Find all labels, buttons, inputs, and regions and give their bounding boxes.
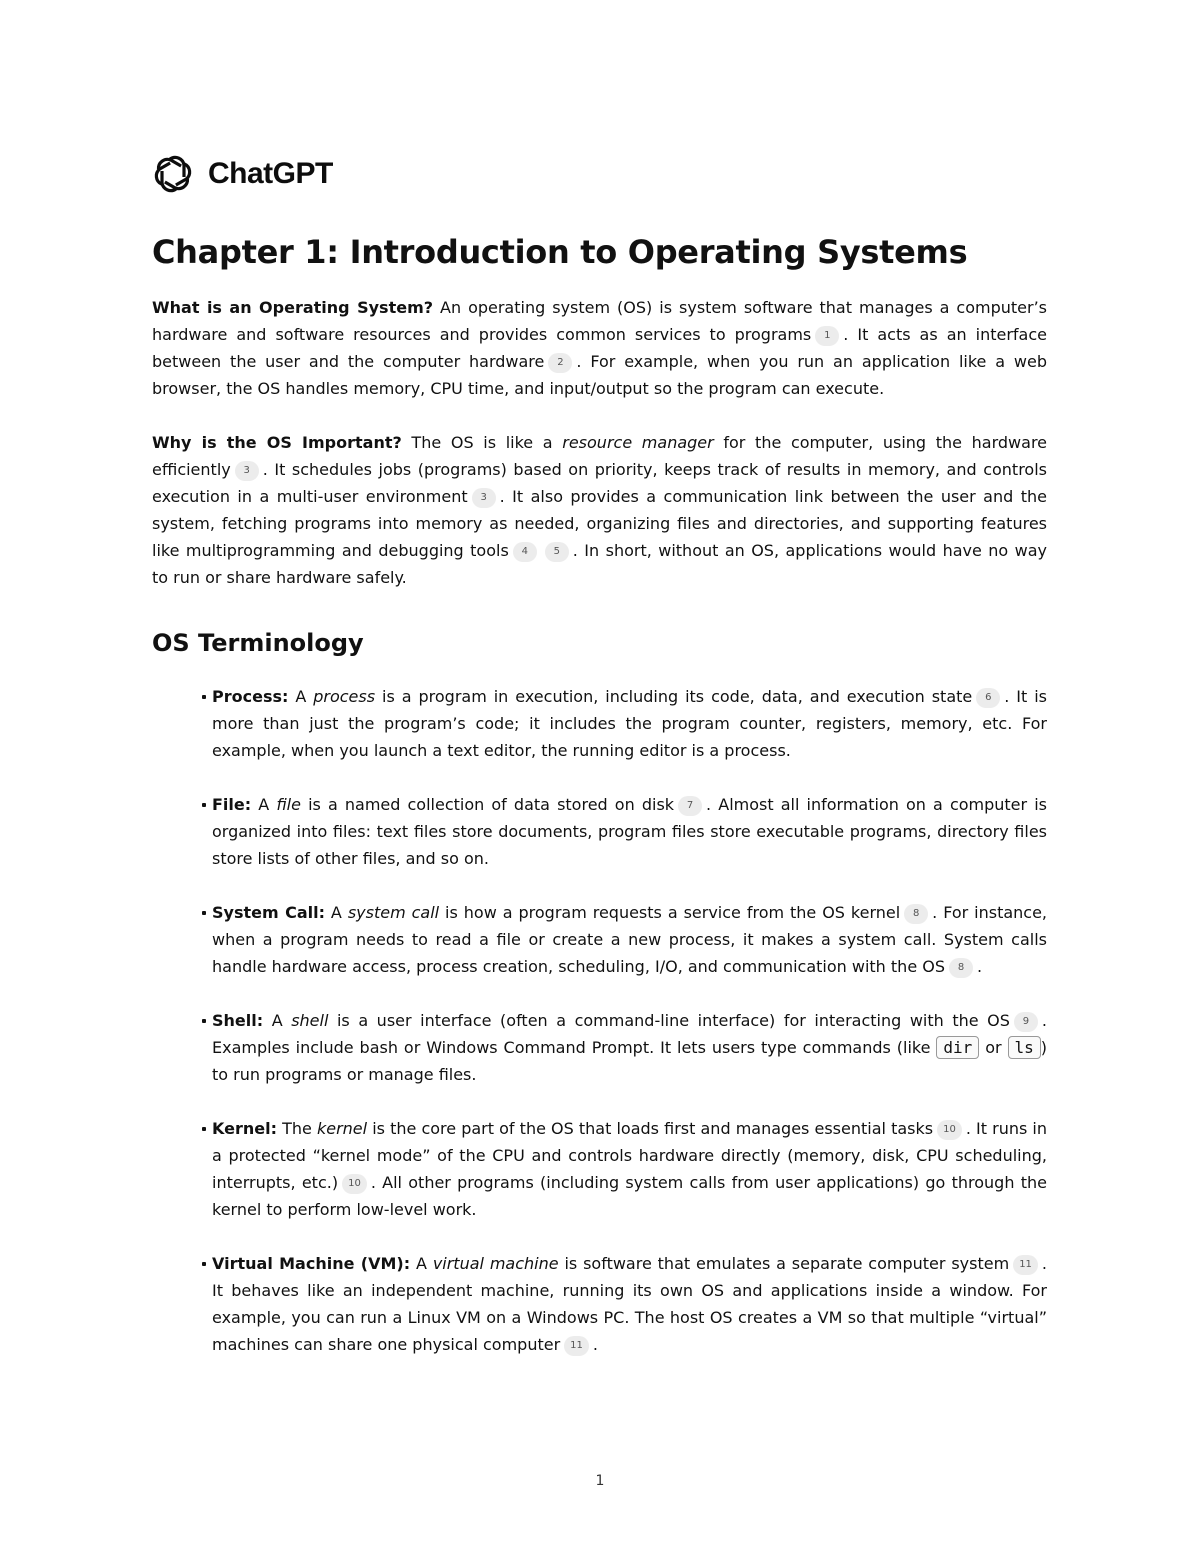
paragraph-heading: Why is the OS Important? [152,433,402,452]
term-label: Kernel: [212,1119,277,1138]
list-item-system-call: System Call: A system call is how a program requests a service from the OS kernel 8 . For instance, when a program needs to read a file or create a new process, it makes a system call. System calls handle hardware access, process creation, scheduling, I/O, and communication with the OS 8 . [152,899,1047,980]
term-label: Virtual Machine (VM): [212,1254,411,1273]
terminology-list [152,683,1047,1358]
list-item-file: File: A file is a named collection of data stored on disk 7 . Almost all information on a computer is organized into files: text files store documents, program files store executable programs, directory files store lists of other files, and so on. [152,791,1047,872]
openai-logo-icon [152,153,194,195]
citation-badge[interactable]: 8 [949,958,973,978]
citation-badge[interactable]: 7 [678,796,702,816]
citation-badge[interactable]: 1 [815,326,839,346]
citation-badge[interactable]: 4 [513,542,537,562]
document-page [152,150,1047,1385]
chapter-title: Chapter 1: Introduction to Operating Systems [152,233,968,271]
paragraph-why-os-important: Why is the OS Important? The OS is like a resource manager for the computer, using the hardware efficiently 3 . It schedules jobs (programs) based on priority, keeps track of results in memory, and controls execution in a multi-user environment 3 . It also provides a communication link between the user and the system, fetching programs into memory as needed, organizing files and directories, and supporting features like multiprogramming and debugging tools 4 5 . In short, without an OS, applications would have no way to run or share hardware safely. [152,433,1048,587]
paragraph-what-is-os: What is an Operating System? An operating system (OS) is system software that manages a computer’s hardware and software resources and provides common services to programs 1 . It acts as an interface between the user and the computer hardware 2 . For example, when you run an application like a web browser, the OS handles memory, CPU time, and input/output so the program can execute. [152,298,1048,398]
section-heading: OS Terminology [152,629,364,657]
citation-badge[interactable]: 6 [976,688,1000,708]
inline-code: ls [1008,1036,1041,1059]
term-label: Shell: [212,1011,264,1030]
citation-badge[interactable]: 9 [1014,1012,1038,1032]
term-label: File: [212,795,252,814]
list-item-virtual-machine: Virtual Machine (VM): A virtual machine is software that emulates a separate computer system 11 . It behaves like an independent machine, running its own OS and applications inside a window. For example, you can run a Linux VM on a Windows PC. The host OS creates a VM so that multiple “virtual” machines can share one physical computer 11 . [152,1250,1047,1358]
brand-name: ChatGPT [208,157,333,190]
citation-badge[interactable]: 10 [342,1174,367,1194]
list-item-shell: Shell: A shell is a user interface (often a command-line interface) for interacting with the OS 9 . Examples include bash or Windows Command Prompt. It lets users type commands (like dir or ls ) to run programs or manage files. [152,1007,1047,1088]
term-label: System Call: [212,903,325,922]
citation-badge[interactable]: 11 [564,1336,589,1356]
term-label: Process: [212,687,289,706]
citation-badge[interactable]: 3 [235,461,259,481]
page-number: 1 [595,1473,605,1489]
list-item-process: Process: A process is a program in execution, including its code, data, and execution state 6 . It is more than just the program’s code; it includes the program counter, registers, memory, etc. For example, when you launch a text editor, the running editor is a process. [152,683,1047,764]
citation-badge[interactable]: 11 [1013,1255,1038,1275]
inline-code: dir [936,1036,979,1059]
brand-header [152,150,1047,198]
citation-badge[interactable]: 8 [904,904,928,924]
citation-badge[interactable]: 3 [472,488,496,508]
list-item-kernel: Kernel: The kernel is the core part of the OS that loads first and manages essential tasks 10 . It runs in a protected “kernel mode” of the CPU and controls hardware directly (memory, disk, CPU scheduling, interrupts, etc.) 10 . All other programs (including system calls from user applications) go through the kernel to perform low-level work. [152,1115,1047,1223]
paragraph-heading: What is an Operating System? [152,298,434,317]
citation-badge[interactable]: 10 [937,1120,962,1140]
citation-badge[interactable]: 5 [545,542,569,562]
citation-badge[interactable]: 2 [548,353,572,373]
